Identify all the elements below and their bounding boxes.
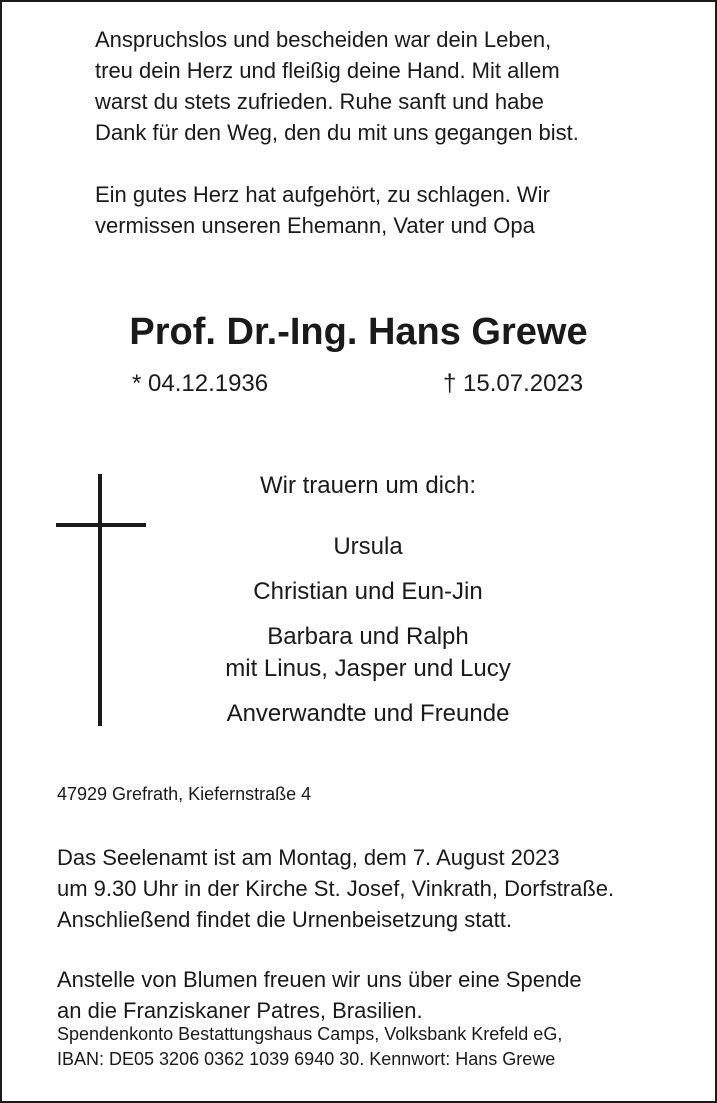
mourner-name: Ursula	[333, 533, 403, 560]
bank-line: Spendenkonto Bestattungshaus Camps, Volksbank Krefeld eG,	[57, 1024, 563, 1044]
service-details	[57, 842, 614, 935]
poem-line: Anspruchslos und bescheiden war dein Leben,	[95, 27, 552, 52]
deceased-name: Prof. Dr.-Ing. Hans Grewe	[129, 311, 588, 353]
mourner-name: Christian und Eun-Jin	[253, 578, 483, 605]
mourner-group	[160, 621, 576, 685]
donation-line: Anstelle von Blumen freuen wir uns über eine Spende	[57, 967, 582, 992]
mourner-group	[160, 698, 576, 730]
mourners-block	[160, 470, 576, 743]
mourner-group	[160, 531, 576, 563]
poem-paragraph-2	[95, 179, 579, 241]
service-line: Anschließend findet die Urnenbeisetzung statt.	[57, 907, 512, 932]
mourner-name: mit Linus, Jasper und Lucy	[225, 655, 511, 682]
mourner-name: Anverwandte und Freunde	[226, 700, 510, 727]
service-line: um 9.30 Uhr in der Kirche St. Josef, Vinkrath, Dorfstraße.	[57, 876, 615, 901]
cross-icon	[56, 474, 146, 726]
bank-line: IBAN: DE05 3206 0362 1039 6940 30. Kennwort: Hans Grewe	[57, 1049, 556, 1069]
death-date: † 15.07.2023	[443, 370, 584, 397]
mourner-group	[160, 576, 576, 608]
poem-line: Ein gutes Herz hat aufgehört, zu schlagen. Wir	[95, 182, 550, 207]
poem-paragraph-1	[95, 24, 579, 148]
family-address: 47929 Grefrath, Kiefernstraße 4	[57, 784, 312, 804]
poem-line: treu dein Herz und fleißig deine Hand. Mit allem	[95, 58, 560, 83]
service-line: Das Seelenamt ist am Montag, dem 7. August 2023	[57, 845, 560, 870]
memorial-poem	[95, 24, 579, 241]
bank-details	[57, 1022, 562, 1072]
poem-line: warst du stets zufrieden. Ruhe sanft und habe	[95, 89, 544, 114]
mourners-heading: Wir trauern um dich:	[259, 472, 477, 499]
donation-line: an die Franziskaner Patres, Brasilien.	[57, 998, 423, 1023]
poem-line: vermissen unseren Ehemann, Vater und Opa	[95, 213, 535, 238]
birth-date: * 04.12.1936	[132, 370, 269, 397]
mourner-name: Barbara und Ralph	[267, 623, 469, 650]
donation-request	[57, 964, 582, 1026]
poem-line: Dank für den Weg, den du mit uns gegangen bist.	[95, 120, 579, 145]
